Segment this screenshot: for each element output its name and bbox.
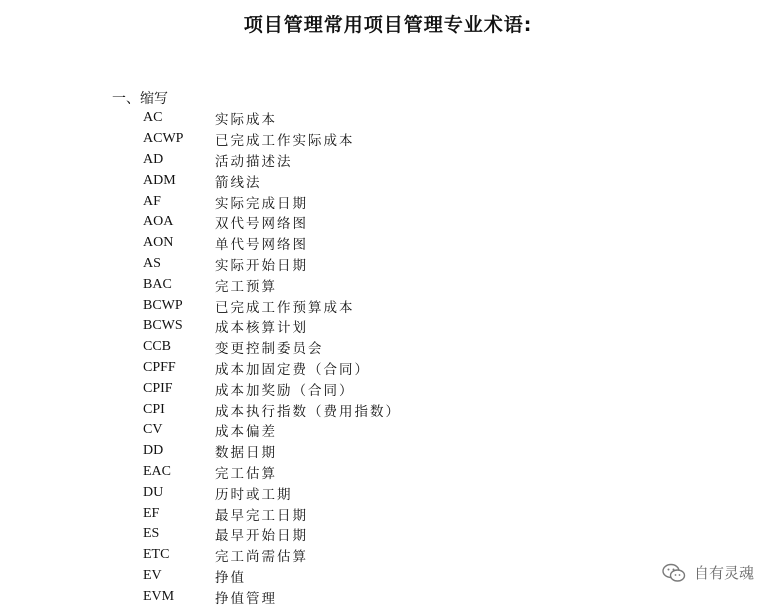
wechat-icon — [662, 563, 686, 583]
term-abbreviation: ADM — [143, 172, 176, 188]
term-abbreviation: AC — [143, 110, 163, 126]
term-row — [143, 150, 401, 171]
term-abbreviation: BAC — [143, 276, 172, 292]
term-abbreviation: CPFF — [143, 359, 176, 375]
term-meaning: 活动描述法 — [215, 153, 293, 170]
term-meaning: 最早开始日期 — [215, 528, 308, 545]
term-abbreviation: CV — [143, 422, 163, 438]
term-abbreviation: EVM — [143, 588, 175, 604]
term-meaning: 挣值管理 — [215, 590, 277, 607]
term-meaning: 成本加固定费（合同） — [215, 361, 370, 378]
term-row — [143, 441, 401, 462]
term-abbreviation: AD — [143, 151, 164, 167]
term-meaning: 已完成工作实际成本 — [215, 133, 355, 150]
document-title: 项目管理常用项目管理专业术语: — [243, 14, 533, 36]
term-abbreviation: DD — [143, 443, 164, 459]
term-abbreviation: AON — [143, 235, 174, 251]
term-meaning: 变更控制委员会 — [215, 341, 324, 358]
term-meaning: 箭线法 — [215, 174, 262, 191]
term-meaning: 双代号网络图 — [215, 216, 308, 233]
term-meaning: 完工估算 — [215, 465, 277, 482]
term-abbreviation: ES — [143, 526, 160, 542]
term-meaning: 实际开始日期 — [215, 257, 308, 274]
term-abbreviation: CPIF — [143, 380, 173, 396]
term-meaning: 挣值 — [215, 569, 246, 586]
term-row — [143, 482, 401, 503]
term-row — [143, 566, 401, 587]
term-abbreviation: DU — [143, 484, 164, 500]
term-meaning: 成本加奖励（合同） — [215, 382, 355, 399]
term-abbreviation: EV — [143, 567, 162, 583]
watermark — [662, 562, 754, 583]
term-abbreviation: CPI — [143, 401, 165, 417]
term-abbreviation: AS — [143, 255, 161, 271]
term-row — [143, 545, 401, 566]
term-row — [143, 316, 401, 337]
term-row — [143, 503, 401, 524]
term-meaning: 数据日期 — [215, 445, 277, 462]
term-row — [143, 524, 401, 545]
term-meaning: 单代号网络图 — [215, 237, 308, 254]
term-meaning: 完工尚需估算 — [215, 549, 308, 566]
term-abbreviation: BCWP — [143, 297, 183, 313]
term-meaning: 历时或工期 — [215, 486, 293, 503]
term-abbreviation: EF — [143, 505, 160, 521]
term-row — [143, 254, 401, 275]
term-row — [143, 462, 401, 483]
term-row — [143, 337, 401, 358]
term-abbreviation: ETC — [143, 547, 170, 563]
term-meaning: 成本核算计划 — [215, 320, 308, 337]
term-row — [143, 191, 401, 212]
term-row — [143, 212, 401, 233]
term-row — [143, 129, 401, 150]
term-row — [143, 295, 401, 316]
term-abbreviation: ACWP — [143, 131, 184, 147]
term-row — [143, 233, 401, 254]
term-meaning: 实际完成日期 — [215, 195, 308, 212]
term-abbreviation: EAC — [143, 463, 171, 479]
term-row — [143, 358, 401, 379]
term-meaning: 最早完工日期 — [215, 507, 308, 524]
watermark-text: 自有灵魂 — [693, 564, 754, 582]
term-row — [143, 274, 401, 295]
term-meaning: 已完成工作预算成本 — [215, 299, 355, 316]
term-row — [143, 586, 401, 607]
term-meaning: 完工预算 — [215, 278, 277, 295]
term-list — [143, 108, 401, 607]
term-meaning: 成本偏差 — [215, 424, 277, 441]
term-meaning: 成本执行指数（费用指数） — [215, 403, 401, 420]
term-abbreviation: CCB — [143, 339, 172, 355]
term-meaning: 实际成本 — [215, 112, 277, 129]
term-abbreviation: AOA — [143, 214, 174, 230]
term-abbreviation: BCWS — [143, 318, 183, 334]
term-row — [143, 170, 401, 191]
term-abbreviation: AF — [143, 193, 161, 209]
term-row — [143, 420, 401, 441]
section-heading: 一、缩写 — [112, 91, 168, 107]
term-row — [143, 399, 401, 420]
term-row — [143, 378, 401, 399]
term-row — [143, 108, 401, 129]
